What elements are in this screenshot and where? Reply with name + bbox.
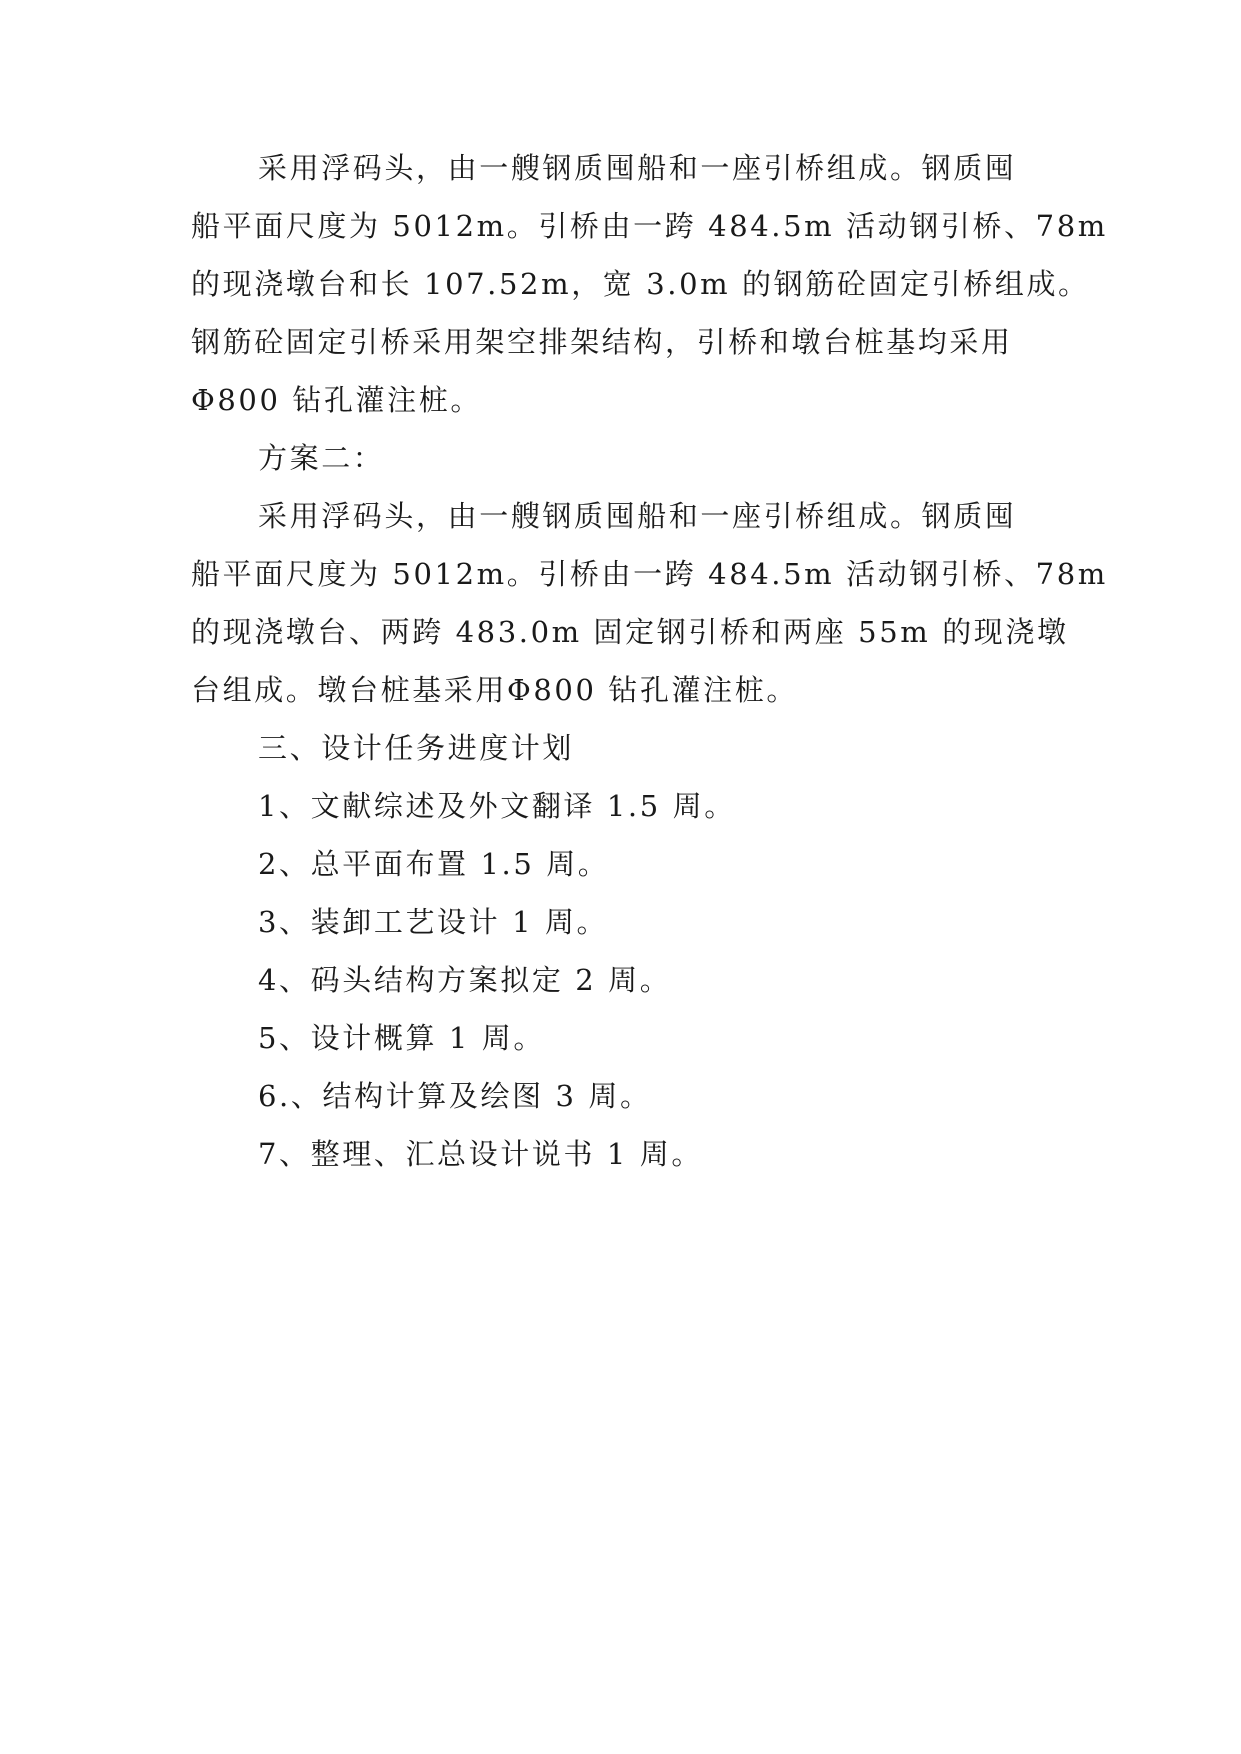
paragraph-line: 的现浇墩台和长 107.52m，宽 3.0m 的钢筋砼固定引桥组成。 [191,267,1090,301]
list-item: 1、文献综述及外文翻译 1.5 周。 [258,789,736,823]
paragraph-line: 钢筋砼固定引桥采用架空排架结构，引桥和墩台桩基均采用 [191,325,1013,359]
paragraph-line: 台组成。墩台桩基采用Φ800 钻孔灌注桩。 [191,673,798,707]
list-item: 7、整理、汇总设计说书 1 周。 [258,1137,703,1171]
section-heading: 方案二： [258,441,385,475]
paragraph-line: 的现浇墩台、两跨 483.0m 固定钢引桥和两座 55m 的现浇墩 [191,615,1069,649]
list-item: 6.、结构计算及绘图 3 周。 [258,1079,652,1113]
list-item: 5、设计概算 1 周。 [258,1021,545,1055]
list-item: 4、码头结构方案拟定 2 周。 [258,963,672,997]
list-item: 3、装卸工艺设计 1 周。 [258,905,609,939]
paragraph-line: Φ800 钻孔灌注桩。 [191,383,482,417]
paragraph-line: 采用浮码头，由一艘钢质囤船和一座引桥组成。钢质囤 [258,151,1017,185]
section-heading: 三、设计任务进度计划 [258,731,575,765]
paragraph-line: 船平面尺度为 5012m。引桥由一跨 484.5m 活动钢引桥、78m [191,209,1108,243]
paragraph-line: 采用浮码头，由一艘钢质囤船和一座引桥组成。钢质囤 [258,499,1017,533]
list-item: 2、总平面布置 1.5 周。 [258,847,610,881]
paragraph-line: 船平面尺度为 5012m。引桥由一跨 484.5m 活动钢引桥、78m [191,557,1108,591]
